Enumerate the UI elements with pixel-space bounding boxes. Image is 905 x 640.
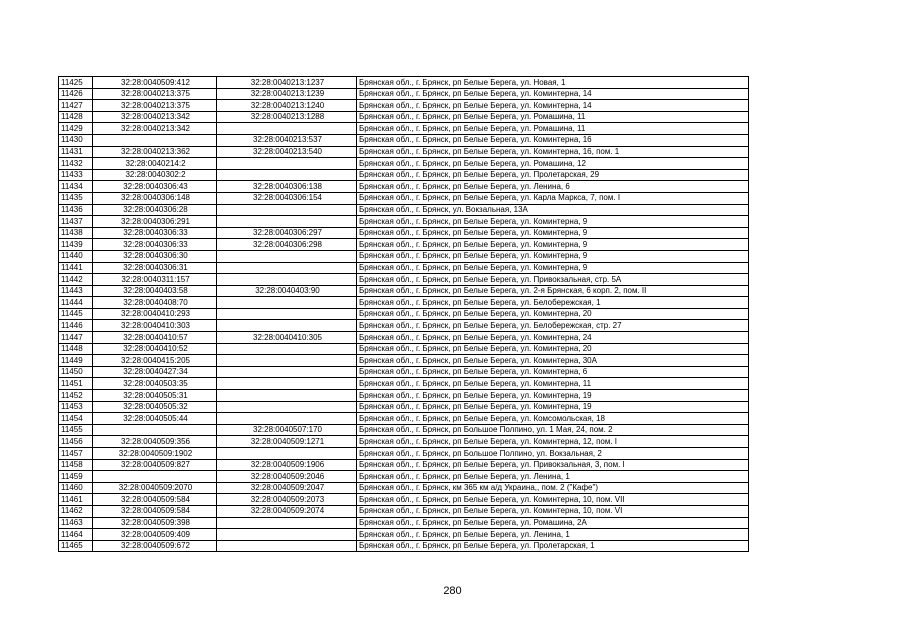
table-row <box>59 111 749 123</box>
row-number-cell: 11444 <box>59 297 93 309</box>
object-cadastral-number-cell <box>217 169 357 181</box>
object-cadastral-number-cell <box>217 517 357 529</box>
land-cadastral-number-cell: 32:28:0040509:409 <box>93 529 217 541</box>
row-number-cell: 11425 <box>59 77 93 89</box>
object-cadastral-number-cell <box>217 262 357 274</box>
row-number-cell: 11440 <box>59 250 93 262</box>
land-cadastral-number-cell: 32:28:0040213:362 <box>93 146 217 158</box>
land-cadastral-number-cell: 32:28:0040306:28 <box>93 204 217 216</box>
row-number-cell: 11465 <box>59 540 93 552</box>
land-cadastral-number-cell: 32:28:0040509:1902 <box>93 448 217 460</box>
table-row <box>59 459 749 471</box>
land-cadastral-number-cell: 32:28:0040306:33 <box>93 227 217 239</box>
object-cadastral-number-cell: 32:28:0040213:1239 <box>217 88 357 100</box>
address-cell: Брянская обл., г. Брянск, рп Белые Берега, ул. Коминтерна, 6 <box>357 366 749 378</box>
land-cadastral-number-cell: 32:28:0040403:58 <box>93 285 217 297</box>
table-row <box>59 181 749 193</box>
table-row <box>59 494 749 506</box>
land-cadastral-number-cell: 32:28:0040505:31 <box>93 390 217 402</box>
object-cadastral-number-cell: 32:28:0040410:305 <box>217 332 357 344</box>
land-cadastral-number-cell: 32:28:0040302:2 <box>93 169 217 181</box>
address-cell: Брянская обл., г. Брянск, рп Белые Берега, ул. Ромашина, 12 <box>357 158 749 170</box>
row-number-cell: 11439 <box>59 239 93 251</box>
row-number-cell: 11451 <box>59 378 93 390</box>
table-row <box>59 320 749 332</box>
table-row <box>59 343 749 355</box>
land-cadastral-number-cell: 32:28:0040509:584 <box>93 494 217 506</box>
land-cadastral-number-cell: 32:28:0040509:398 <box>93 517 217 529</box>
table-row <box>59 88 749 100</box>
address-cell: Брянская обл., г. Брянск, рп Белые Берега, ул. Белобережская, 1 <box>357 297 749 309</box>
address-cell: Брянская обл., г. Брянск, рп Белые Берега, ул. Коминтерна, 16 <box>357 134 749 146</box>
object-cadastral-number-cell: 32:28:0040306:297 <box>217 227 357 239</box>
address-cell: Брянская обл., г. Брянск, рп Белые Берега, ул. Коминтерна, 14 <box>357 88 749 100</box>
object-cadastral-number-cell <box>217 529 357 541</box>
table-row <box>59 100 749 112</box>
row-number-cell: 11428 <box>59 111 93 123</box>
object-cadastral-number-cell: 32:28:0040509:2074 <box>217 505 357 517</box>
address-cell: Брянская обл., г. Брянск, рп Белые Берега, ул. Комсомольская, 18 <box>357 413 749 425</box>
row-number-cell: 11458 <box>59 459 93 471</box>
object-cadastral-number-cell: 32:28:0040213:537 <box>217 134 357 146</box>
table-row <box>59 308 749 320</box>
address-cell: Брянская обл., г. Брянск, рп Белые Берега, ул. Привокзальная, 3, пом. I <box>357 459 749 471</box>
land-cadastral-number-cell: 32:28:0040213:375 <box>93 100 217 112</box>
address-cell: Брянская обл., г. Брянск, рп Большое Полпино, ул. Вокзальная, 2 <box>357 448 749 460</box>
row-number-cell: 11457 <box>59 448 93 460</box>
row-number-cell: 11432 <box>59 158 93 170</box>
object-cadastral-number-cell <box>217 366 357 378</box>
land-cadastral-number-cell: 32:28:0040306:33 <box>93 239 217 251</box>
row-number-cell: 11427 <box>59 100 93 112</box>
land-cadastral-number-cell: 32:28:0040410:57 <box>93 332 217 344</box>
object-cadastral-number-cell <box>217 158 357 170</box>
land-cadastral-number-cell: 32:28:0040415:205 <box>93 355 217 367</box>
row-number-cell: 11447 <box>59 332 93 344</box>
table-row <box>59 77 749 89</box>
object-cadastral-number-cell: 32:28:0040403:90 <box>217 285 357 297</box>
land-cadastral-number-cell: 32:28:0040509:356 <box>93 436 217 448</box>
table-row <box>59 529 749 541</box>
address-cell: Брянская обл., г. Брянск, рп Белые Берега, ул. Коминтерна, 14 <box>357 100 749 112</box>
address-cell: Брянская обл., г. Брянск, рп Белые Берега, ул. Пролетарская, 1 <box>357 540 749 552</box>
land-cadastral-number-cell: 32:28:0040213:375 <box>93 88 217 100</box>
address-cell: Брянская обл., г. Брянск, рп Белые Берега, ул. Коминтерна, 19 <box>357 390 749 402</box>
table-row <box>59 413 749 425</box>
object-cadastral-number-cell: 32:28:0040306:298 <box>217 239 357 251</box>
land-cadastral-number-cell: 32:28:0040306:43 <box>93 181 217 193</box>
land-cadastral-number-cell: 32:28:0040213:342 <box>93 123 217 135</box>
table-row <box>59 471 749 483</box>
address-cell: Брянская обл., г. Брянск, ул. Вокзальная, 13А <box>357 204 749 216</box>
address-cell: Брянская обл., г. Брянск, рп Белые Берега, ул. Коминтерна, 12, пом. I <box>357 436 749 448</box>
land-cadastral-number-cell: 32:28:0040213:342 <box>93 111 217 123</box>
object-cadastral-number-cell <box>217 274 357 286</box>
row-number-cell: 11430 <box>59 134 93 146</box>
land-cadastral-number-cell: 32:28:0040509:2070 <box>93 482 217 494</box>
land-cadastral-number-cell: 32:28:0040427:34 <box>93 366 217 378</box>
object-cadastral-number-cell: 32:28:0040306:154 <box>217 192 357 204</box>
land-cadastral-number-cell: 32:28:0040509:672 <box>93 540 217 552</box>
table-row <box>59 505 749 517</box>
row-number-cell: 11445 <box>59 308 93 320</box>
register-table-body <box>59 77 749 552</box>
address-cell: Брянская обл., г. Брянск, рп Белые Берега, ул. Ленина, 6 <box>357 181 749 193</box>
table-row <box>59 401 749 413</box>
land-cadastral-number-cell: 32:28:0040214:2 <box>93 158 217 170</box>
land-cadastral-number-cell: 32:28:0040306:30 <box>93 250 217 262</box>
land-cadastral-number-cell: 32:28:0040410:293 <box>93 308 217 320</box>
object-cadastral-number-cell: 32:28:0040509:1906 <box>217 459 357 471</box>
address-cell: Брянская обл., г. Брянск, рп Белые Берега, ул. Коминтерна, 9 <box>357 239 749 251</box>
row-number-cell: 11463 <box>59 517 93 529</box>
table-row <box>59 436 749 448</box>
table-row <box>59 448 749 460</box>
table-row <box>59 366 749 378</box>
table-row <box>59 227 749 239</box>
land-cadastral-number-cell: 32:28:0040410:52 <box>93 343 217 355</box>
row-number-cell: 11453 <box>59 401 93 413</box>
object-cadastral-number-cell <box>217 378 357 390</box>
land-cadastral-number-cell: 32:28:0040311:157 <box>93 274 217 286</box>
address-cell: Брянская обл., г. Брянск, рп Белые Берега, ул. Коминтерна, 10, пом. VII <box>357 494 749 506</box>
address-cell: Брянская обл., г. Брянск, рп Белые Берега, ул. Коминтерна, 19 <box>357 401 749 413</box>
land-cadastral-number-cell: 32:28:0040306:148 <box>93 192 217 204</box>
address-cell: Брянская обл., г. Брянск, рп Белые Берега, ул. Коминтерна, 11 <box>357 378 749 390</box>
property-register-table <box>58 76 749 552</box>
row-number-cell: 11460 <box>59 482 93 494</box>
table-row <box>59 285 749 297</box>
land-cadastral-number-cell <box>93 471 217 483</box>
table-row <box>59 297 749 309</box>
table-row <box>59 517 749 529</box>
table-row <box>59 332 749 344</box>
row-number-cell: 11433 <box>59 169 93 181</box>
land-cadastral-number-cell: 32:28:0040509:827 <box>93 459 217 471</box>
row-number-cell: 11442 <box>59 274 93 286</box>
table-row <box>59 482 749 494</box>
table-row <box>59 274 749 286</box>
row-number-cell: 11426 <box>59 88 93 100</box>
address-cell: Брянская обл., г. Брянск, рп Белые Берега, ул. Карла Маркса, 7, пом. I <box>357 192 749 204</box>
table-row <box>59 250 749 262</box>
object-cadastral-number-cell: 32:28:0040213:1240 <box>217 100 357 112</box>
table-row <box>59 216 749 228</box>
table-row <box>59 424 749 436</box>
land-cadastral-number-cell: 32:28:0040410:303 <box>93 320 217 332</box>
address-cell: Брянская обл., г. Брянск, рп Белые Берега, ул. Коминтерна, 20 <box>357 343 749 355</box>
row-number-cell: 11435 <box>59 192 93 204</box>
land-cadastral-number-cell <box>93 134 217 146</box>
row-number-cell: 11462 <box>59 505 93 517</box>
address-cell: Брянская обл., г. Брянск, рп Белые Берега, ул. Коминтерна, 20 <box>357 308 749 320</box>
address-cell: Брянская обл., г. Брянск, рп Белые Берега, ул. Ромашина, 11 <box>357 123 749 135</box>
object-cadastral-number-cell: 32:28:0040509:2073 <box>217 494 357 506</box>
row-number-cell: 11449 <box>59 355 93 367</box>
object-cadastral-number-cell <box>217 355 357 367</box>
table-row <box>59 262 749 274</box>
object-cadastral-number-cell <box>217 390 357 402</box>
land-cadastral-number-cell: 32:28:0040509:584 <box>93 505 217 517</box>
table-row <box>59 158 749 170</box>
address-cell: Брянская обл., г. Брянск, км 365 км а/д Украина,, пом. 2 ("Кафе") <box>357 482 749 494</box>
land-cadastral-number-cell: 32:28:0040306:291 <box>93 216 217 228</box>
row-number-cell: 11452 <box>59 390 93 402</box>
object-cadastral-number-cell <box>217 540 357 552</box>
object-cadastral-number-cell <box>217 308 357 320</box>
row-number-cell: 11454 <box>59 413 93 425</box>
row-number-cell: 11455 <box>59 424 93 436</box>
table-row <box>59 169 749 181</box>
object-cadastral-number-cell <box>217 343 357 355</box>
object-cadastral-number-cell: 32:28:0040509:2046 <box>217 471 357 483</box>
address-cell: Брянская обл., г. Брянск, рп Белые Берега, ул. Ленина, 1 <box>357 529 749 541</box>
object-cadastral-number-cell: 32:28:0040306:138 <box>217 181 357 193</box>
row-number-cell: 11438 <box>59 227 93 239</box>
object-cadastral-number-cell <box>217 204 357 216</box>
row-number-cell: 11459 <box>59 471 93 483</box>
row-number-cell: 11443 <box>59 285 93 297</box>
address-cell: Брянская обл., г. Брянск, рп Белые Берега, ул. Ромашина, 2А <box>357 517 749 529</box>
row-number-cell: 11461 <box>59 494 93 506</box>
object-cadastral-number-cell: 32:28:0040507:170 <box>217 424 357 436</box>
table-row <box>59 378 749 390</box>
object-cadastral-number-cell <box>217 297 357 309</box>
object-cadastral-number-cell <box>217 448 357 460</box>
row-number-cell: 11437 <box>59 216 93 228</box>
object-cadastral-number-cell: 32:28:0040509:1271 <box>217 436 357 448</box>
land-cadastral-number-cell: 32:28:0040408:70 <box>93 297 217 309</box>
row-number-cell: 11456 <box>59 436 93 448</box>
land-cadastral-number-cell: 32:28:0040505:32 <box>93 401 217 413</box>
table-row <box>59 123 749 135</box>
land-cadastral-number-cell: 32:28:0040503:35 <box>93 378 217 390</box>
address-cell: Брянская обл., г. Брянск, рп Белые Берега, ул. Ленина, 1 <box>357 471 749 483</box>
table-row <box>59 239 749 251</box>
address-cell: Брянская обл., г. Брянск, рп Белые Берега, ул. Коминтерна, 24 <box>357 332 749 344</box>
object-cadastral-number-cell <box>217 216 357 228</box>
address-cell: Брянская обл., г. Брянск, рп Белые Берега, ул. Привокзальная, стр. 5А <box>357 274 749 286</box>
table-row <box>59 192 749 204</box>
address-cell: Брянская обл., г. Брянск, рп Белые Берега, ул. Коминтерна, 9 <box>357 262 749 274</box>
object-cadastral-number-cell: 32:28:0040213:1237 <box>217 77 357 89</box>
row-number-cell: 11446 <box>59 320 93 332</box>
address-cell: Брянская обл., г. Брянск, рп Белые Берега, ул. Коминтерна, 9 <box>357 216 749 228</box>
address-cell: Брянская обл., г. Брянск, рп Белые Берега, ул. Коминтерна, 9 <box>357 227 749 239</box>
table-row <box>59 540 749 552</box>
object-cadastral-number-cell <box>217 250 357 262</box>
table-row <box>59 134 749 146</box>
land-cadastral-number-cell: 32:28:0040509:412 <box>93 77 217 89</box>
address-cell: Брянская обл., г. Брянск, рп Белые Берега, ул. Новая, 1 <box>357 77 749 89</box>
object-cadastral-number-cell <box>217 401 357 413</box>
address-cell: Брянская обл., г. Брянск, рп Белые Берега, ул. Ромашина, 11 <box>357 111 749 123</box>
address-cell: Брянская обл., г. Брянск, рп Белые Берега, ул. 2-я Брянская, 6 корп. 2, пом. II <box>357 285 749 297</box>
page-number: 280 <box>443 585 462 597</box>
row-number-cell: 11450 <box>59 366 93 378</box>
address-cell: Брянская обл., г. Брянск, рп Белые Берега, ул. Коминтерна, 30А <box>357 355 749 367</box>
land-cadastral-number-cell <box>93 424 217 436</box>
table-row <box>59 355 749 367</box>
table-row <box>59 146 749 158</box>
row-number-cell: 11464 <box>59 529 93 541</box>
row-number-cell: 11431 <box>59 146 93 158</box>
row-number-cell: 11448 <box>59 343 93 355</box>
address-cell: Брянская обл., г. Брянск, рп Белые Берега, ул. Белобережская, стр. 27 <box>357 320 749 332</box>
object-cadastral-number-cell <box>217 413 357 425</box>
object-cadastral-number-cell: 32:28:0040213:1288 <box>217 111 357 123</box>
row-number-cell: 11429 <box>59 123 93 135</box>
address-cell: Брянская обл., г. Брянск, рп Белые Берега, ул. Коминтерна, 16, пом. 1 <box>357 146 749 158</box>
land-cadastral-number-cell: 32:28:0040505:44 <box>93 413 217 425</box>
table-row <box>59 390 749 402</box>
address-cell: Брянская обл., г. Брянск, рп Большое Полпино, ул. 1 Мая, 24, пом. 2 <box>357 424 749 436</box>
table-row <box>59 204 749 216</box>
object-cadastral-number-cell: 32:28:0040509:2047 <box>217 482 357 494</box>
address-cell: Брянская обл., г. Брянск, рп Белые Берега, ул. Коминтерна, 10, пом. VI <box>357 505 749 517</box>
row-number-cell: 11441 <box>59 262 93 274</box>
object-cadastral-number-cell: 32:28:0040213:540 <box>217 146 357 158</box>
object-cadastral-number-cell <box>217 123 357 135</box>
address-cell: Брянская обл., г. Брянск, рп Белые Берега, ул. Коминтерна, 9 <box>357 250 749 262</box>
object-cadastral-number-cell <box>217 320 357 332</box>
row-number-cell: 11436 <box>59 204 93 216</box>
land-cadastral-number-cell: 32:28:0040306:31 <box>93 262 217 274</box>
row-number-cell: 11434 <box>59 181 93 193</box>
address-cell: Брянская обл., г. Брянск, рп Белые Берега, ул. Пролетарская, 29 <box>357 169 749 181</box>
